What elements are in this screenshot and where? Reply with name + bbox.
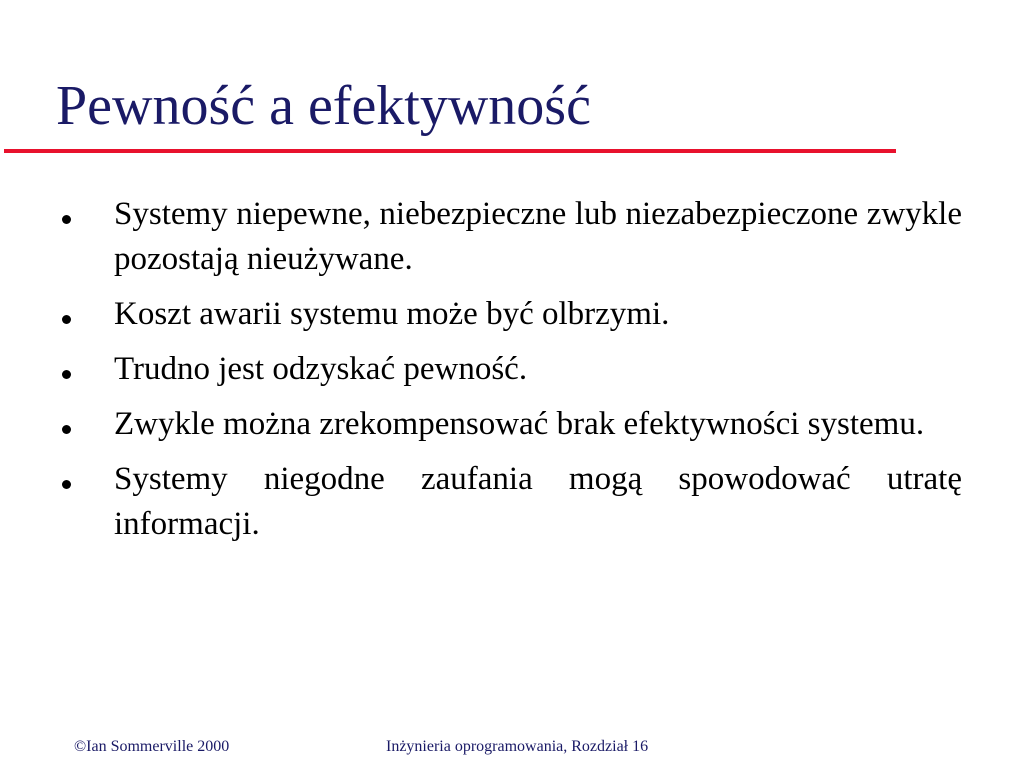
bullet-text: Trudno jest odzyskać pewność. xyxy=(114,351,528,387)
slide-title: Pewność a efektywność xyxy=(56,75,591,137)
bullet-dot-icon xyxy=(62,370,71,379)
bullet-dot-icon xyxy=(62,215,71,224)
bullet-item xyxy=(56,347,962,392)
bullet-dot-icon xyxy=(62,315,71,324)
bullet-item xyxy=(56,402,962,447)
bullet-item xyxy=(56,192,962,282)
bullet-dot-icon xyxy=(62,425,71,434)
bullet-item xyxy=(56,457,962,547)
bullet-text: Koszt awarii systemu może być olbrzymi. xyxy=(114,296,670,332)
bullet-item xyxy=(56,292,962,337)
bullet-list xyxy=(56,192,962,557)
bullet-dot-icon xyxy=(62,480,71,489)
bullet-text: Zwykle można zrekompensować brak efektywności systemu. xyxy=(114,406,925,442)
title-underline xyxy=(4,149,896,153)
bullet-text: Systemy niegodne zaufania mogą spowodować utratę informacji. xyxy=(114,461,962,542)
footer-chapter: Inżynieria oprogramowania, Rozdział 16 xyxy=(386,738,649,755)
footer-copyright: ©Ian Sommerville 2000 xyxy=(74,738,230,755)
bullet-text: Systemy niepewne, niebezpieczne lub niezabezpieczone zwykle pozostają nieużywane. xyxy=(114,196,962,277)
